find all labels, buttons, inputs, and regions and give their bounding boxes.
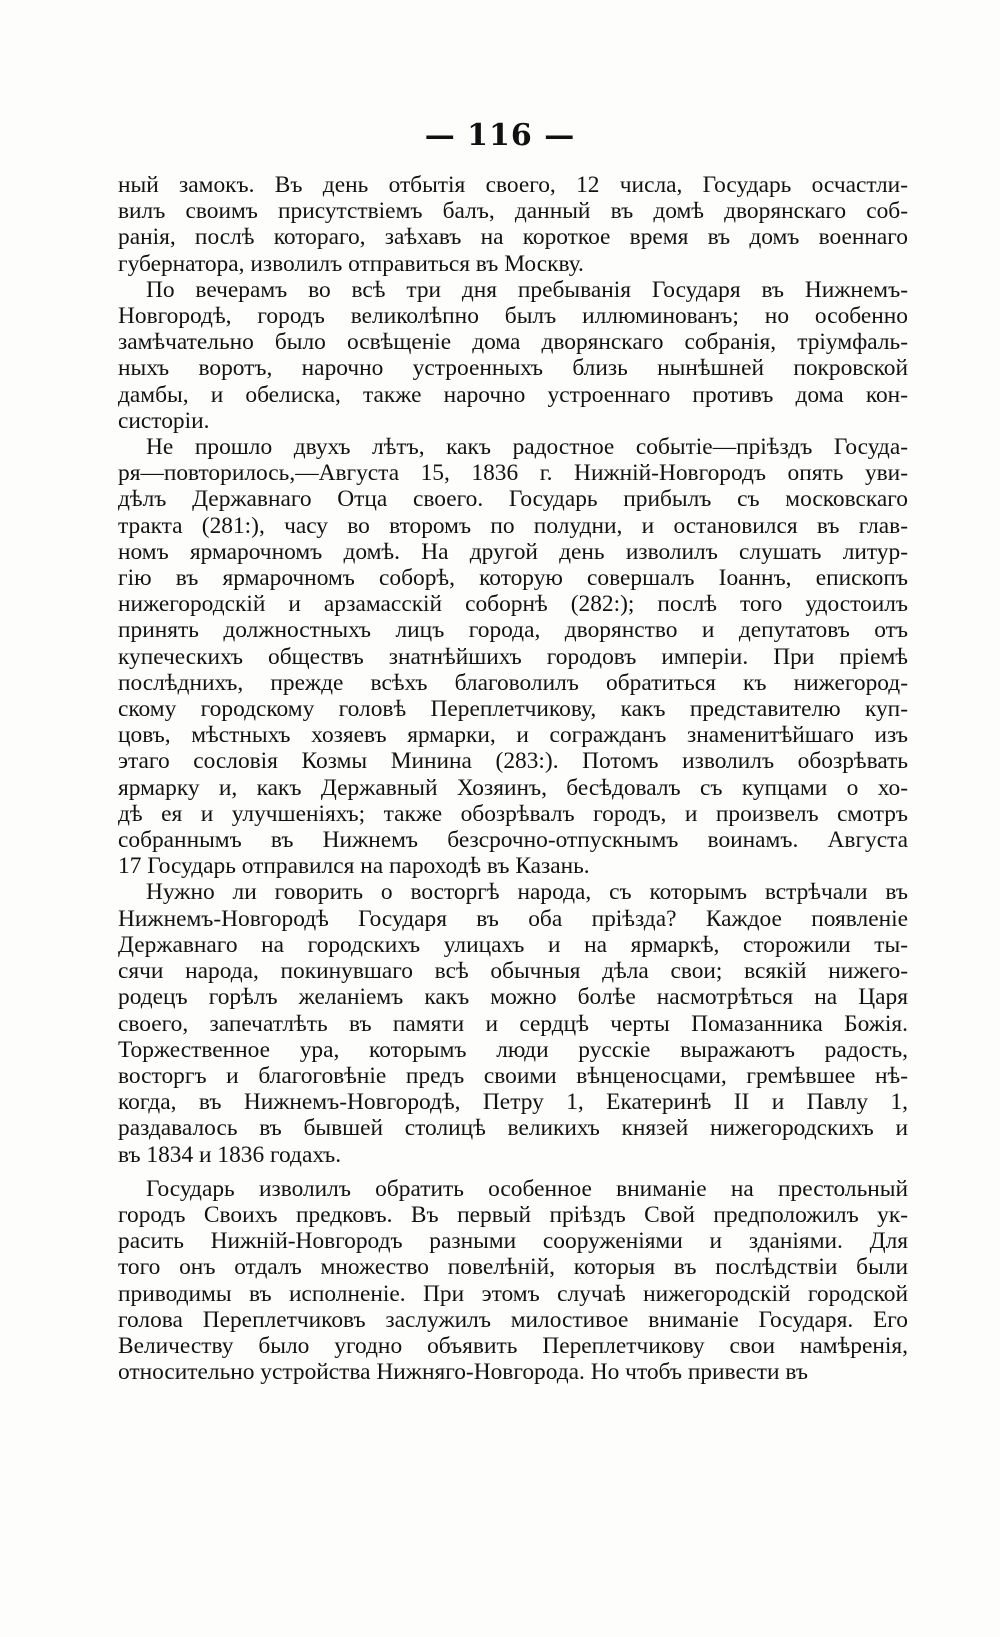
text-line: сячи народа, покинувшаго всѣ обычныя дѣла свои; всякій нижего-	[118, 958, 908, 985]
text-line: скому городскому головѣ Переплетчикову, какъ представителю куп-	[118, 696, 908, 723]
paragraph	[118, 172, 908, 277]
text-line: тракта (281:), часу во второмъ по полудни, и остановился въ глав-	[118, 512, 908, 539]
text-line: 17 Государь отправился на пароходѣ въ Казань.	[118, 853, 590, 880]
text-line: голова Переплетчиковъ заслужилъ милостивое вниманіе Государя. Его	[118, 1306, 908, 1333]
body-text	[118, 172, 908, 1385]
text-line: когда, въ Нижнемъ-Новгородѣ, Петру 1, Екатеринѣ II и Павлу 1,	[118, 1089, 908, 1116]
text-line: своего, запечатлѣть въ памяти и сердцѣ черты Помазанника Божія.	[118, 1010, 908, 1037]
text-line: вилъ своимъ присутствіемъ балъ, данный въ домѣ дворянскаго соб-	[118, 198, 908, 225]
text-line: цовъ, мѣстныхъ хозяевъ ярмарки, и согражданъ знаменитѣйшаго изъ	[118, 722, 908, 749]
text-line: систоріи.	[118, 407, 210, 434]
text-line: Величеству было угодно объявить Переплетчикову свои намѣренія,	[118, 1332, 908, 1359]
text-line: ярмарку и, какъ Державный Хозяинъ, бесѣдовалъ съ купцами о хо-	[118, 774, 908, 801]
text-line: нижегородскій и арзамасскій соборнѣ (282:); послѣ того удостоилъ	[118, 591, 908, 618]
text-line: въ 1834 и 1836 годахъ.	[118, 1141, 342, 1168]
text-line: приводимы въ исполненіе. При этомъ случаѣ нижегородскій городской	[118, 1280, 908, 1307]
text-line: ныхъ воротъ, нарочно устроенныхъ близь нынѣшней покровской	[118, 355, 908, 382]
paragraph	[118, 277, 908, 434]
text-line: относительно устройства Нижняго-Новгорода. Но чтобъ привести въ	[118, 1359, 808, 1386]
paragraph	[118, 1176, 908, 1386]
text-line: ный замокъ. Въ день отбытія своего, 12 числа, Государь осчастли-	[118, 172, 908, 198]
text-line: Нижнемъ-Новгородѣ Государя въ оба пріѣзда? Каждое появленіе	[118, 905, 908, 932]
text-line: Государь изволилъ обратить особенное вниманіе на престольный	[146, 1175, 908, 1202]
text-line: губернатора, изволилъ отправиться въ Москву.	[118, 250, 584, 277]
text-line: того онъ отдалъ множество повелѣній, которыя въ послѣдствіи были	[118, 1254, 908, 1281]
text-line: родецъ горѣлъ желаніемъ какъ можно болѣе насмотрѣться на Царя	[118, 984, 908, 1011]
text-line: дамбы, и обелиска, также нарочно устроеннаго противъ дома кон-	[118, 381, 908, 408]
text-line: ранія, послѣ котораго, заѣхавъ на короткое время въ домъ военнаго	[118, 224, 908, 251]
text-line: Державнаго на городскихъ улицахъ и на ярмаркѣ, сторожили ты-	[118, 931, 908, 958]
text-line: городъ Своихъ предковъ. Въ первый пріѣздъ Свой предположилъ ук-	[118, 1201, 908, 1228]
text-line: По вечерамъ во всѣ три дня пребыванія Государя въ Нижнемъ-	[146, 276, 908, 303]
paragraph	[118, 879, 908, 1167]
text-line: послѣднихъ, прежде всѣхъ благоволилъ обратиться къ нижегород-	[118, 669, 908, 696]
text-line: гію въ ярмарочномъ соборѣ, которую совершалъ Іоаннъ, епископъ	[118, 565, 908, 592]
text-line: принять должностныхъ лицъ города, дворянство и депутатовъ отъ	[118, 617, 908, 644]
text-line: восторгъ и благоговѣніе предъ своими вѣнценосцами, гремѣвшее нѣ-	[118, 1062, 908, 1089]
text-line: Не прошло двухъ лѣтъ, какъ радостное событіе—пріѣздъ Госуда-	[146, 434, 908, 461]
paragraph	[118, 434, 908, 879]
text-line: номъ ярмарочномъ домѣ. На другой день изволилъ слушать литур-	[118, 538, 908, 565]
text-line: Торжественное ура, которымъ люди русскіе выражаютъ радость,	[118, 1036, 908, 1063]
text-line: раздавалось въ бывшей столицѣ великихъ князей нижегородскихъ и	[118, 1115, 908, 1142]
text-line: этаго сословія Козмы Минина (283:). Потомъ изволилъ обозрѣвать	[118, 748, 908, 775]
text-line: дѣлъ Державнаго Отца своего. Государь прибылъ съ московскаго	[118, 486, 908, 513]
text-line: купеческихъ обществъ знатнѣйшихъ городовъ имперіи. При пріемѣ	[118, 643, 908, 670]
text-line: замѣчательно было освѣщеніе дома дворянскаго собранія, тріумфаль-	[118, 329, 908, 356]
text-line: Новгородѣ, городъ великолѣпно былъ иллюминованъ; но особенно	[118, 303, 908, 330]
text-line: расить Нижній-Новгородъ разными сооруженіями и зданіями. Для	[118, 1228, 908, 1255]
text-line: собраннымъ въ Нижнемъ безсрочно-отпускнымъ воинамъ. Августа	[118, 827, 908, 854]
text-line: дѣ ея и улучшеніяхъ; также обозрѣвалъ городъ, и произвелъ смотръ	[118, 800, 908, 827]
page-number: — 116 —	[424, 118, 576, 153]
text-line: ря—повторилось,—Августа 15, 1836 г. Нижній-Новгородъ опять уви-	[118, 460, 908, 487]
text-line: Нужно ли говорить о восторгѣ народа, съ которымъ встрѣчали въ	[146, 879, 908, 906]
